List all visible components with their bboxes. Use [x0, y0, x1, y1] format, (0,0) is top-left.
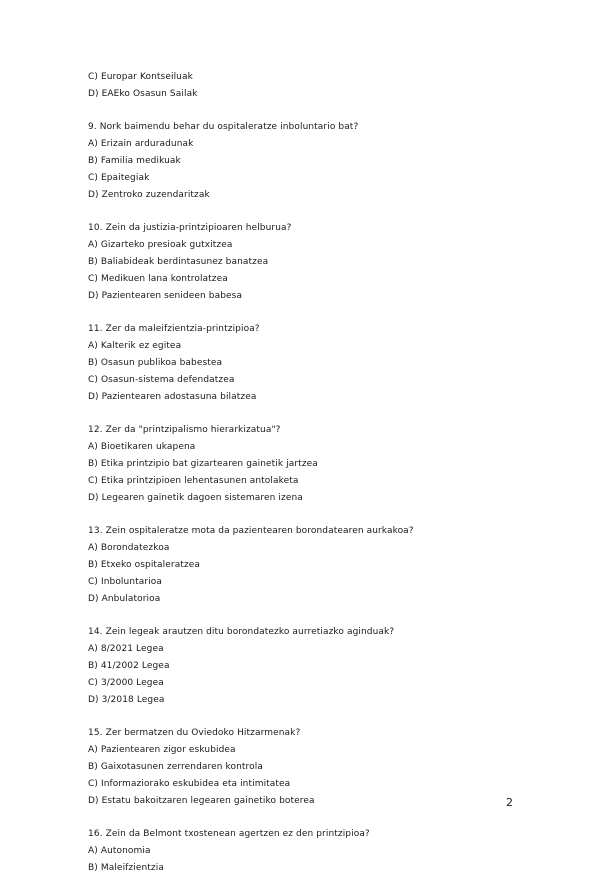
answer-option: D) Estatu bakoitzaren legearen gainetiko boterea — [88, 796, 315, 806]
answer-option: C) Etika printzipioen lehentasunen antolaketa — [88, 476, 299, 486]
question-text: 12. Zer da "printzipalismo hierarkizatua"? — [88, 425, 281, 435]
answer-option: B) Baliabideak berdintasunez banatzea — [88, 257, 269, 267]
answer-option: B) Etika printzipio bat gizartearen gainetik jartzea — [88, 459, 318, 469]
answer-option: C) Informaziorako eskubidea eta intimitatea — [88, 779, 291, 789]
answer-option: C) Inboluntarioa — [88, 577, 163, 587]
question-block — [88, 725, 548, 810]
question-text: 16. Zein da Belmont txostenean agertzen ez den printzipioa? — [88, 829, 370, 839]
answer-option: D) Anbulatorioa — [88, 594, 161, 604]
answer-option: C) Epaitegiak — [88, 173, 150, 183]
answer-option: A) Kalterik ez egitea — [88, 341, 182, 351]
answer-option: B) Familia medikuak — [88, 156, 181, 166]
answer-option: A) Bioetikaren ukapena — [88, 442, 196, 452]
answer-option: D) Pazientearen adostasuna bilatzea — [88, 392, 257, 402]
answer-option: A) Erizain arduradunak — [88, 139, 194, 149]
answer-option: B) Maleifzientzia — [88, 863, 164, 873]
question-text: 14. Zein legeak arautzen ditu borondatezko aurretiazko aginduak? — [88, 627, 395, 637]
answer-option: C) 3/2000 Legea — [88, 678, 164, 688]
answer-option: B) Gaixotasunen zerrendaren kontrola — [88, 762, 263, 772]
question-block — [88, 826, 548, 877]
answer-option: D) Zentroko zuzendaritzak — [88, 190, 210, 200]
answer-option: A) Gizarteko presioak gutxitzea — [88, 240, 233, 250]
answer-option: B) Etxeko ospitaleratzea — [88, 560, 201, 570]
answer-option: B) Osasun publikoa babestea — [88, 358, 223, 368]
answer-option: B) 41/2002 Legea — [88, 661, 170, 671]
question-block — [88, 523, 548, 608]
answer-option: C) Osasun-sistema defendatzea — [88, 375, 235, 385]
question-block — [88, 119, 548, 204]
answer-option: D) Pazientearen senideen babesa — [88, 291, 243, 301]
answer-option: C) Europar Kontseiluak — [88, 72, 193, 82]
question-text: 15. Zer bermatzen du Oviedoko Hitzarmenak? — [88, 728, 301, 738]
answer-option: D) 3/2018 Legea — [88, 695, 165, 705]
question-text: 11. Zer da maleifzientzia-printzipioa? — [88, 324, 260, 334]
answer-option: A) Borondatezkoa — [88, 543, 170, 553]
answer-option: A) Autonomia — [88, 846, 151, 856]
answer-option: C) Medikuen lana kontrolatzea — [88, 274, 228, 284]
question-block — [88, 220, 548, 305]
question-block — [88, 321, 548, 406]
answer-option: A) Pazientearen zigor eskubidea — [88, 745, 236, 755]
question-block — [88, 69, 548, 103]
page-number: 2 — [506, 796, 513, 809]
question-list — [88, 69, 548, 877]
question-text: 9. Nork baimendu behar du ospitaleratze inboluntario bat? — [88, 122, 359, 132]
question-block — [88, 624, 548, 709]
question-block — [88, 422, 548, 507]
answer-option: A) 8/2021 Legea — [88, 644, 164, 654]
answer-option: D) Legearen gainetik dagoen sistemaren izena — [88, 493, 303, 503]
question-text: 10. Zein da justizia-printzipioaren helburua? — [88, 223, 292, 233]
question-text: 13. Zein ospitaleratze mota da pazientearen borondatearen aurkakoa? — [88, 526, 414, 536]
answer-option: D) EAEko Osasun Sailak — [88, 89, 198, 99]
